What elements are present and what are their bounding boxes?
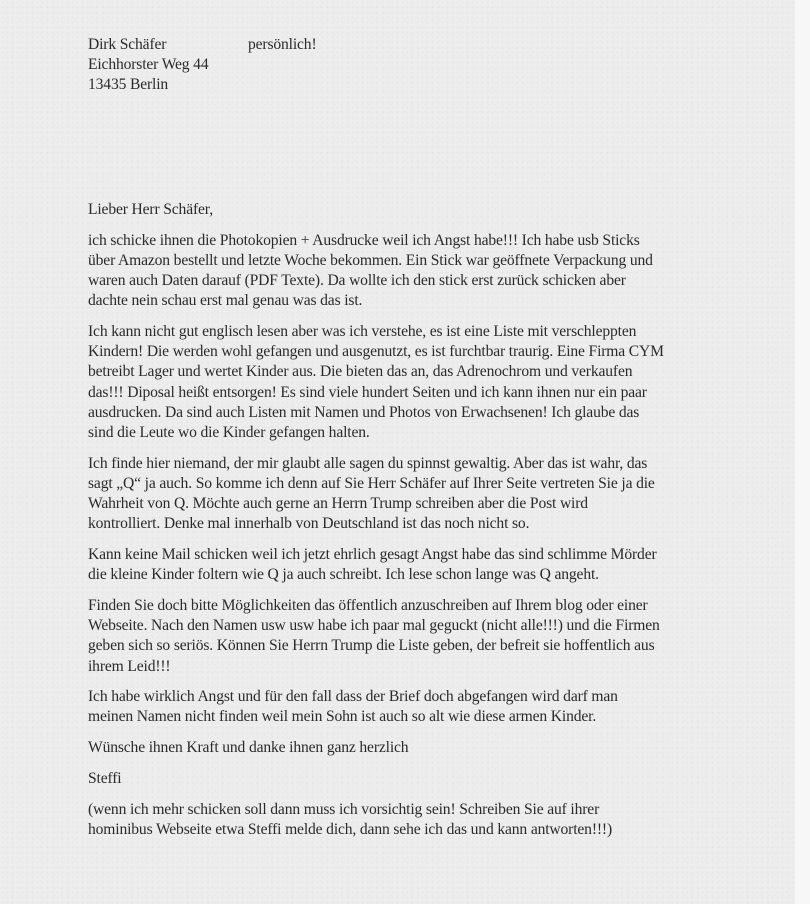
text-line: Kindern! Die werden wohl gefangen und ausgenutzt, es ist furchtbar traurig. Eine Firma CYM <box>88 343 664 361</box>
text-line: Wahrheit von Q. Möchte auch gerne an Herrn Trump schreiben aber die Post wird <box>88 495 588 513</box>
paragraph <box>88 231 728 312</box>
text-line: ihrem Leid!!! <box>88 657 171 675</box>
paragraph <box>88 322 728 443</box>
text-line: Steffi <box>88 769 122 787</box>
sender-city: 13435 Berlin <box>88 76 169 94</box>
text-line: betreibt Lager und wertet Kinder aus. Die bieten das an, das Adrenochrom und verkaufen <box>88 363 633 381</box>
text-line: die kleine Kinder foltern wie Q ja auch schreibt. Ich lese schon lange was Q angeht. <box>88 566 599 584</box>
sender-name: Dirk Schäfer <box>88 36 167 53</box>
text-line: ausdrucken. Da sind auch Listen mit Namen und Photos von Erwachsenen! Ich glaube das <box>88 403 640 421</box>
paragraphs-container <box>88 231 728 840</box>
text-line: Finden Sie doch bitte Möglichkeiten das öffentlich anzuschreiben auf Ihrem blog oder einer <box>88 596 648 614</box>
text-line: Ich habe wirklich Angst und für den fall dass der Brief doch abgefangen wird darf man <box>88 688 618 706</box>
paragraph <box>88 738 728 758</box>
text-line: (wenn ich mehr schicken soll dann muss ich vorsichtig sein! Schreiben Sie auf ihrer <box>88 800 600 818</box>
text-line: geben sich so seriös. Können Sie Herrn Trump die Liste geben, der befreit sie hoffentlich aus <box>88 637 655 655</box>
paragraph <box>88 800 728 840</box>
text-line: Webseite. Nach den Namen usw usw habe ich paar mal geguckt (nicht alle!!!) und die Firmen <box>88 617 660 635</box>
salutation: Lieber Herr Schäfer, <box>88 201 213 218</box>
personal-marking: persönlich! <box>248 36 317 53</box>
sender-address <box>88 35 208 96</box>
text-line: meinen Namen nicht finden weil mein Sohn ist auch so alt wie diese armen Kinder. <box>88 708 597 726</box>
text-line: hominibus Webseite etwa Steffi melde dich, dann sehe ich das und kann antworten!!!) <box>88 820 612 838</box>
scan-edge <box>795 0 810 904</box>
text-line: Kann keine Mail schicken weil ich jetzt ehrlich gesagt Angst habe das sind schlimme Mörder <box>88 546 657 564</box>
paragraph <box>88 545 728 585</box>
text-line: Ich kann nicht gut englisch lesen aber was ich verstehe, es ist eine Liste mit verschleppten <box>88 323 637 341</box>
paragraph <box>88 687 728 727</box>
text-line: kontrolliert. Denke mal innerhalb von Deutschland ist das noch nicht so. <box>88 515 530 533</box>
text-line: sagt „Q“ ja auch. So komme ich denn auf Sie Herr Schäfer auf Ihrer Seite vertreten Sie ja die <box>88 474 655 492</box>
paragraph <box>88 596 728 677</box>
text-line: waren auch Daten darauf (PDF Texte). Da wollte ich den stick erst zurück schicken aber <box>88 272 626 290</box>
text-line: das!!! Diposal heißt entsorgen! Es sind viele hundert Seiten und ich kann ihnen nur ein paar <box>88 383 647 401</box>
text-line: dachte nein schau erst mal genau was das ist. <box>88 292 363 310</box>
text-line: Ich finde hier niemand, der mir glaubt alle sagen du spinnst gewaltig. Aber das ist wahr, das <box>88 454 648 472</box>
text-line: Wünsche ihnen Kraft und danke ihnen ganz herzlich <box>88 739 409 757</box>
text-line: ich schicke ihnen die Photokopien + Ausdrucke weil ich Angst habe!!! Ich habe usb Sticks <box>88 231 640 249</box>
paragraph <box>88 454 728 535</box>
paragraph <box>88 769 728 789</box>
sender-street: Eichhorster Weg 44 <box>88 56 209 74</box>
letter-body <box>88 200 728 850</box>
text-line: über Amazon bestellt und letzte Woche bekommen. Ein Stick war geöffnete Verpackung und <box>88 251 653 269</box>
text-line: sind die Leute wo die Kinder gefangen halten. <box>88 424 370 442</box>
